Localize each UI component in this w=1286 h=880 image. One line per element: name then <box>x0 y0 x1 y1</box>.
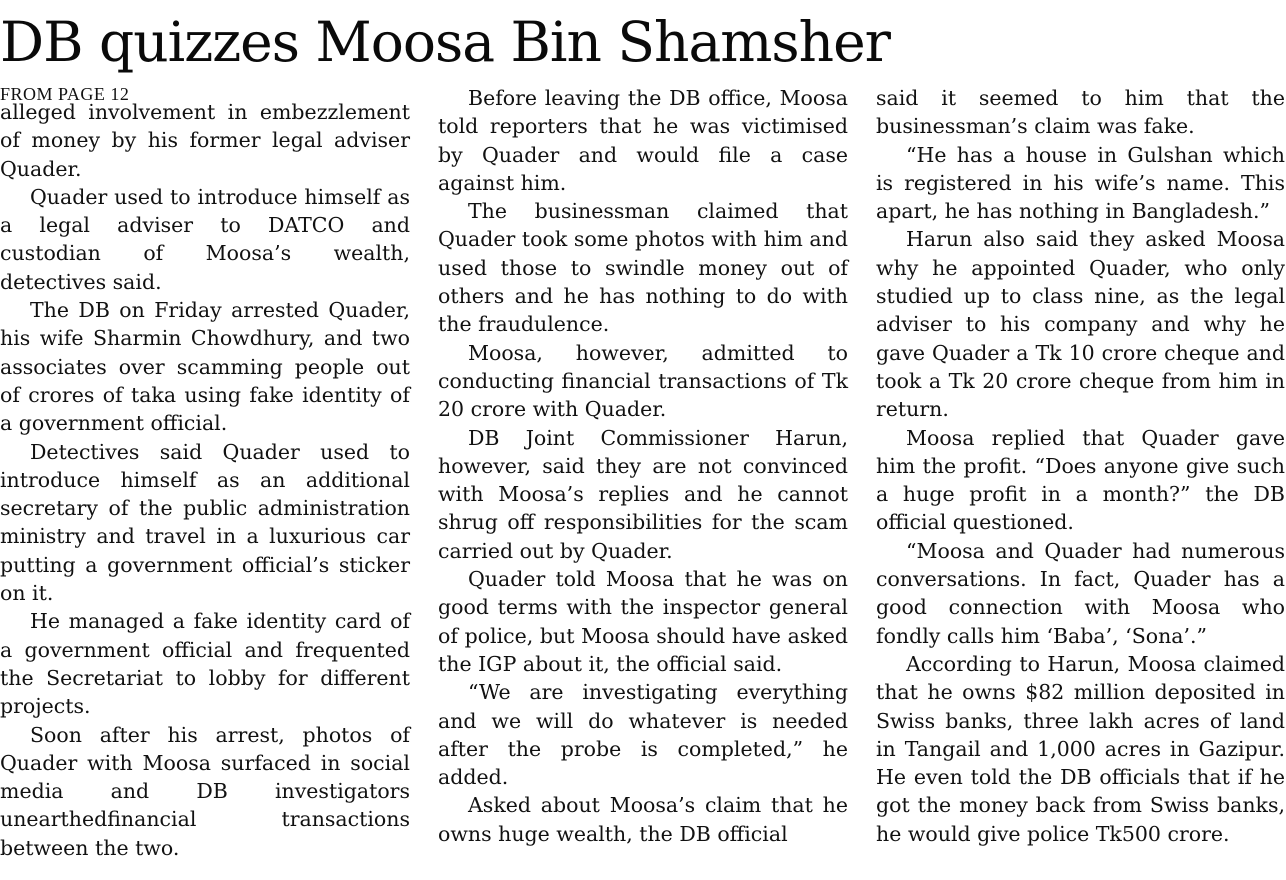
body-paragraph: Quader told Moosa that he was on good terms with the inspector general of police, but Moosa should have asked the IGP about it, the official said. <box>438 567 848 676</box>
headline: DB quizzes Moosa Bin Shamsher <box>0 10 890 74</box>
body-paragraph: Moosa, however, admitted to conducting financial transactions of Tk 20 crore with Quader. <box>438 340 848 422</box>
article-column-2 <box>438 84 848 848</box>
body-paragraph: According to Harun, Moosa claimed that he owns $82 million deposited in Swiss banks, three lakh acres of land in Tangail and 1,000 acres in Gazipur. He even told the DB officials that if he got the money back from Swiss banks, he would give police Tk500 crore. <box>876 651 1285 846</box>
body-paragraph: Harun also said they asked Moosa why he appointed Quader, who only studied up to class nine, as the legal adviser to his company and why he gave Quader a Tk 10 crore cheque and took a Tk 20 crore cheque from him in return. <box>876 227 1285 422</box>
body-paragraph: Moosa replied that Quader gave him the profit. “Does anyone give such a huge profit in a month?” the DB official questioned. <box>876 425 1285 535</box>
body-paragraph: “We are investigating everything and we will do whatever is needed after the probe is completed,” he added. <box>438 680 848 790</box>
body-paragraph: Soon after his arrest, photos of Quader with Moosa surfaced in social media and DB investigators unearthedfinancial transactions between the two. <box>0 722 410 860</box>
article-column-3 <box>876 84 1285 848</box>
body-paragraph: DB Joint Commissioner Harun, however, said they are not convinced with Moosa’s replies and he cannot shrug off responsibilities for the scam carried out by Quader. <box>438 425 848 563</box>
body-paragraph: Detectives said Quader used to introduce himself as an additional secretary of the public administration ministry and travel in a luxurious car putting a government official’s sticker on it. <box>0 439 410 606</box>
body-paragraph: He managed a fake identity card of a government official and frequented the Secretariat to lobby for different projects. <box>0 609 410 719</box>
body-paragraph: The DB on Friday arrested Quader, his wife Sharmin Chowdhury, and two associates over scamming people out of crores of taka using fake identity of a government official. <box>0 298 410 436</box>
body-paragraph: alleged involvement in embezzlement of money by his former legal adviser Quader. <box>0 100 410 181</box>
continuation-kicker: FROM PAGE 12 <box>0 84 130 104</box>
body-paragraph: Quader used to introduce himself as a legal adviser to DATCO and custodian of Moosa’s wealth, detectives said. <box>0 184 410 294</box>
body-paragraph: said it seemed to him that the businessman’s claim was fake. <box>876 86 1285 139</box>
body-paragraph: The businessman claimed that Quader took some photos with him and used those to swindle money out of others and he has nothing to do with the fraudulence. <box>438 199 848 337</box>
body-paragraph: “Moosa and Quader had numerous conversations. In fact, Quader has a good connection with Moosa who fondly calls him ‘Baba’, ‘Sona’.” <box>876 538 1285 648</box>
body-paragraph: “He has a house in Gulshan which is registered in his wife’s name. This apart, he has nothing in Bangladesh.” <box>876 142 1285 224</box>
body-paragraph: Asked about Moosa’s claim that he owns huge wealth, the DB official <box>438 793 848 846</box>
body-paragraph: Before leaving the DB office, Moosa told reporters that he was victimised by Quader and would file a case against him. <box>438 86 848 195</box>
article-column-1 <box>0 84 410 862</box>
